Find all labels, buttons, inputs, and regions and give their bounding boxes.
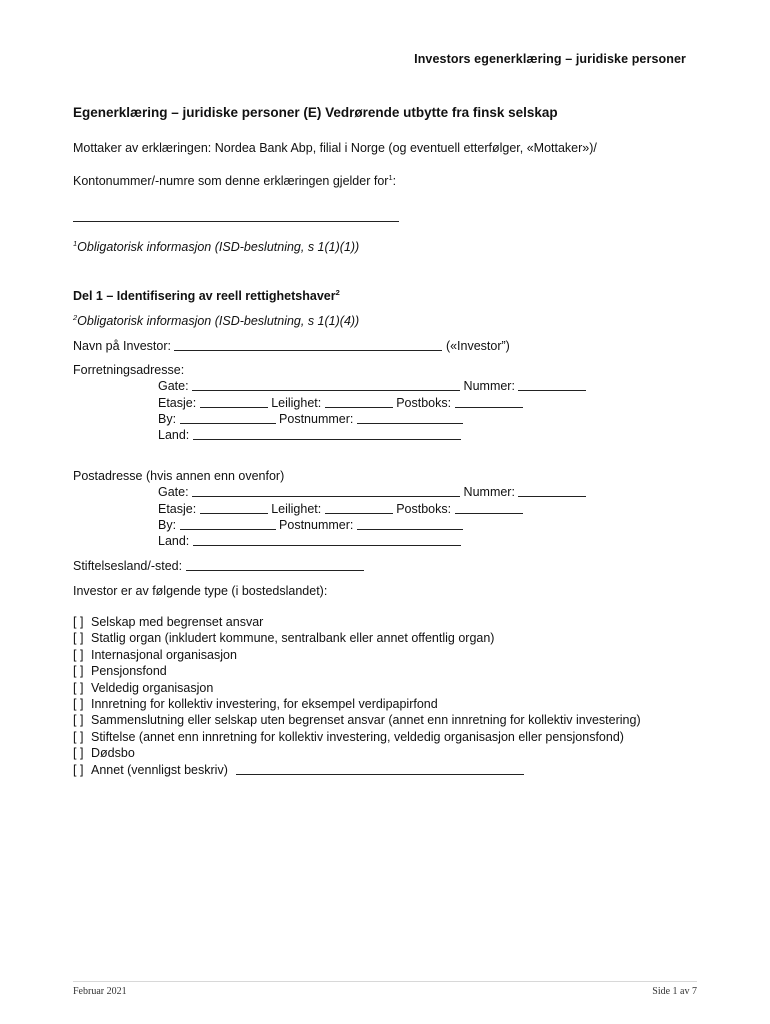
checkbox[interactable]: [ ] bbox=[73, 697, 84, 711]
business-nummer-field[interactable] bbox=[518, 379, 586, 391]
footnote-2 bbox=[73, 314, 359, 328]
investor-type-option bbox=[73, 697, 438, 711]
postal-gate-field[interactable] bbox=[192, 485, 460, 497]
postal-by-row bbox=[158, 518, 463, 532]
investor-name-row bbox=[73, 339, 510, 353]
part1-heading-text: Del 1 – Identifisering av reell rettighetshaver bbox=[73, 289, 336, 303]
gate-label: Gate: bbox=[158, 379, 189, 393]
incorporation-label: Stiftelsesland/-sted: bbox=[73, 559, 183, 573]
business-gate-row bbox=[158, 379, 586, 393]
business-land-row bbox=[158, 428, 461, 442]
investor-type-label: Statlig organ (inkludert kommune, sentralbank eller annet offentlig organ) bbox=[91, 631, 495, 646]
business-gate-field[interactable] bbox=[192, 379, 460, 391]
postnummer-label: Postnummer: bbox=[279, 412, 354, 426]
accounts-label bbox=[73, 174, 396, 188]
postal-gate-row bbox=[158, 485, 586, 499]
footnote-1-marker: 1 bbox=[73, 239, 78, 248]
footer-date: Februar 2021 bbox=[73, 986, 127, 997]
footnote-2-marker: 2 bbox=[73, 313, 78, 322]
gate-label: Gate: bbox=[158, 485, 189, 499]
investor-type-option bbox=[73, 631, 494, 645]
part1-heading bbox=[73, 289, 340, 303]
investor-type-option bbox=[73, 713, 641, 727]
business-by-field[interactable] bbox=[180, 412, 276, 424]
investor-type-label: Selskap med begrenset ansvar bbox=[91, 615, 264, 629]
nummer-label: Nummer: bbox=[463, 379, 515, 393]
business-leilighet-field[interactable] bbox=[325, 396, 393, 408]
investor-type-option bbox=[73, 746, 135, 760]
investor-type-label: Innretning for kollektiv investering, for eksempel verdipapirfond bbox=[91, 697, 438, 711]
business-etasje-field[interactable] bbox=[200, 396, 268, 408]
footer-divider bbox=[73, 981, 697, 982]
accounts-line[interactable] bbox=[73, 210, 399, 222]
recipient-statement: Mottaker av erklæringen: Nordea Bank Abp, filial i Norge (og eventuell etterfølger, «Mottaker»)/ bbox=[73, 141, 597, 155]
checkbox[interactable]: [ ] bbox=[73, 762, 84, 777]
postal-etasje-field[interactable] bbox=[200, 502, 268, 514]
page-header: Investors egenerklæring – juridiske personer bbox=[414, 52, 686, 66]
investor-name-label: Navn på Investor: bbox=[73, 339, 171, 353]
accounts-input-line[interactable] bbox=[73, 210, 399, 224]
investor-type-option bbox=[73, 615, 263, 629]
footnote-2-text: Obligatorisk informasjon (ISD-beslutning, s 1(1)(4)) bbox=[77, 314, 360, 328]
investor-type-option bbox=[73, 681, 213, 695]
postnummer-label: Postnummer: bbox=[279, 518, 354, 532]
investor-type-label: Veldedig organisasjon bbox=[91, 680, 214, 695]
checkbox[interactable]: [ ] bbox=[73, 729, 84, 744]
checkbox[interactable]: [ ] bbox=[73, 647, 84, 662]
incorporation-field[interactable] bbox=[186, 559, 364, 571]
postal-leilighet-field[interactable] bbox=[325, 502, 393, 514]
accounts-label-text: Kontonummer/-numre som denne erklæringen gjelder for bbox=[73, 174, 389, 188]
business-postboks-field[interactable] bbox=[455, 396, 523, 408]
postal-by-field[interactable] bbox=[180, 518, 276, 530]
accounts-colon: : bbox=[392, 174, 397, 188]
incorporation-row bbox=[73, 559, 364, 573]
etasje-label: Etasje: bbox=[158, 396, 197, 410]
checkbox[interactable]: [ ] bbox=[73, 746, 84, 761]
postal-postboks-field[interactable] bbox=[455, 502, 523, 514]
leilighet-label: Leilighet: bbox=[271, 502, 322, 516]
by-label: By: bbox=[158, 412, 177, 426]
investor-name-field[interactable] bbox=[174, 339, 442, 351]
investor-type-label: Sammenslutning eller selskap uten begrenset ansvar (annet enn innretning for kollektiv investering) bbox=[91, 713, 641, 728]
nummer-label: Nummer: bbox=[463, 485, 515, 499]
investor-type-question: Investor er av følgende type (i bostedslandet): bbox=[73, 584, 328, 598]
investor-type-option bbox=[73, 648, 237, 662]
postboks-label: Postboks: bbox=[396, 396, 452, 410]
business-by-row bbox=[158, 412, 463, 426]
business-etasje-row bbox=[158, 396, 523, 410]
business-postnummer-field[interactable] bbox=[357, 412, 463, 424]
postal-etasje-row bbox=[158, 502, 523, 516]
investor-type-label: Dødsbo bbox=[91, 746, 135, 761]
other-description-field[interactable] bbox=[236, 763, 524, 775]
footnote-ref-2: 2 bbox=[335, 288, 340, 297]
by-label: By: bbox=[158, 518, 177, 532]
postboks-label: Postboks: bbox=[396, 502, 452, 516]
land-label: Land: bbox=[158, 428, 190, 442]
footnote-ref-1: 1 bbox=[388, 173, 393, 182]
postal-address-label: Postadresse (hvis annen enn ovenfor) bbox=[73, 469, 285, 483]
checkbox[interactable]: [ ] bbox=[73, 631, 84, 646]
investor-type-label: Annet (vennligst beskriv) bbox=[91, 762, 228, 777]
footnote-1 bbox=[73, 240, 359, 254]
postal-nummer-field[interactable] bbox=[518, 485, 586, 497]
business-land-field[interactable] bbox=[193, 428, 461, 440]
leilighet-label: Leilighet: bbox=[271, 396, 322, 410]
investor-type-label: Pensjonsfond bbox=[91, 664, 167, 679]
investor-type-label: Stiftelse (annet enn innretning for kollektiv investering, veldedig organisasjon eller pensjonsfond) bbox=[91, 729, 624, 744]
investor-type-option bbox=[73, 664, 167, 678]
checkbox[interactable]: [ ] bbox=[73, 680, 84, 695]
investor-type-option bbox=[73, 763, 524, 777]
checkbox[interactable]: [ ] bbox=[73, 615, 84, 629]
footnote-1-text: Obligatorisk informasjon (ISD-beslutning, s 1(1)(1)) bbox=[77, 240, 360, 254]
document-title: Egenerklæring – juridiske personer (E) Vedrørende utbytte fra finsk selskap bbox=[73, 105, 558, 120]
etasje-label: Etasje: bbox=[158, 502, 197, 516]
land-label: Land: bbox=[158, 534, 190, 548]
postal-land-row bbox=[158, 534, 461, 548]
postal-postnummer-field[interactable] bbox=[357, 518, 463, 530]
investor-type-label: Internasjonal organisasjon bbox=[91, 647, 237, 662]
postal-land-field[interactable] bbox=[193, 534, 461, 546]
business-address-label: Forretningsadresse: bbox=[73, 363, 185, 377]
checkbox[interactable]: [ ] bbox=[73, 713, 84, 728]
footer-page-number: Side 1 av 7 bbox=[652, 986, 697, 997]
checkbox[interactable]: [ ] bbox=[73, 664, 84, 679]
investor-type-option bbox=[73, 730, 624, 744]
investor-suffix: («Investor”) bbox=[445, 339, 510, 353]
